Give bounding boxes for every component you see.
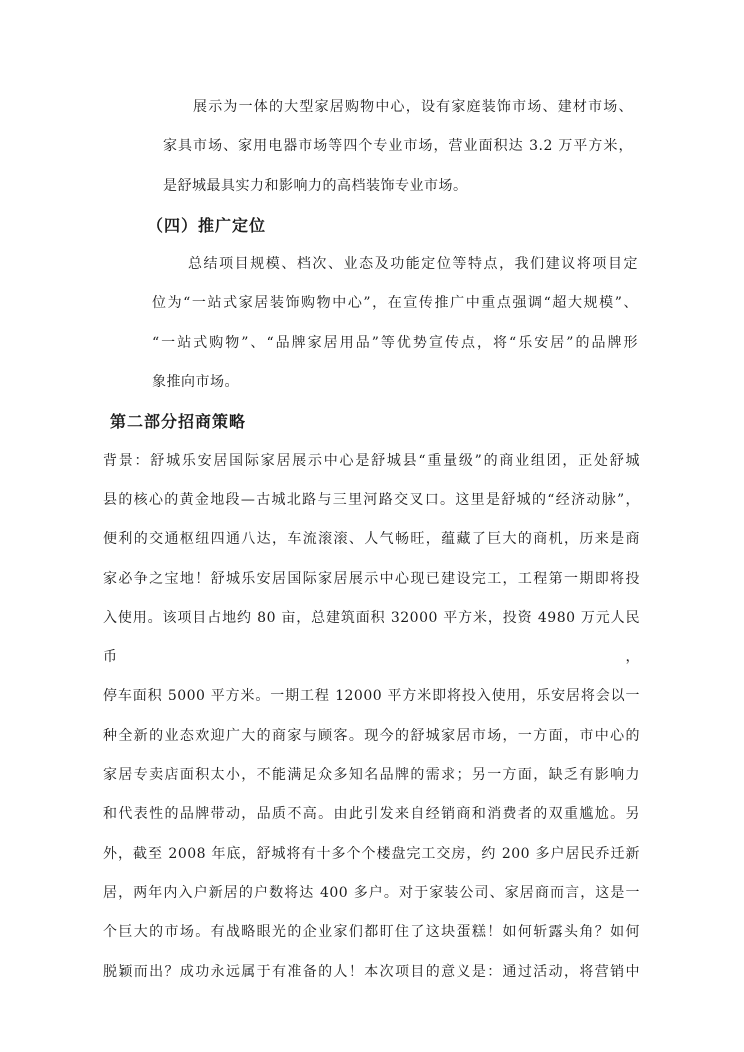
text-line: 象推向市场。	[152, 374, 239, 391]
text-line: 脱颖而出？成功永远属于有准备的人！本次项目的意义是：通过活动，将营销中	[103, 963, 640, 980]
paragraph-market-overview	[163, 88, 633, 206]
text-line: 和代表性的品牌带动，品质不高。由此引发来自经销商和消费者的双重尴尬。另	[103, 806, 640, 823]
text-line: 个巨大的市场。有战略眼光的企业家们都盯住了这块蛋糕！如何斩露头角？如何	[103, 924, 640, 941]
text-line: 县的核心的黄金地段—古城北路与三里河路交叉口。这里是舒城的“经济动脉”，	[103, 491, 640, 508]
text-line: 家具市场、家用电器市场等四个专业市场，营业面积达 3.2 万平方米，	[163, 138, 633, 155]
section-heading-part2-investment-strategy: 第二部分招商策略	[110, 412, 247, 432]
paragraph-project-background	[103, 442, 640, 992]
text-line: 家必争之宝地！舒城乐安居国际家居展示中心现已建设完工，工程第一期即将投	[103, 570, 640, 587]
text-line: 总结项目规模、档次、业态及功能定位等特点，我们建议将项目定	[188, 256, 638, 273]
text-line: 是舒城最具实力和影响力的高档装饰专业市场。	[163, 177, 468, 194]
text-line: 展示为一体的大型家居购物中心，设有家庭装饰市场、建材市场、	[193, 99, 633, 115]
text-line: 外，截至 2008 年底，舒城将有十多个个楼盘完工交房，约 200 多户居民乔迁新	[103, 845, 640, 862]
section-heading-promotion-positioning: （四）推广定位	[147, 215, 267, 235]
text-line: 位为“一站式家居装饰购物中心”，在宣传推广中重点强调“超大规模”、	[152, 295, 638, 312]
text-line: 背景：舒城乐安居国际家居展示中心是舒城县“重量级”的商业组团，正处舒城	[103, 452, 640, 469]
text-line: 家居专卖店面积太小，不能满足众多知名品牌的需求；另一方面，缺乏有影响力	[103, 767, 640, 784]
text-line: 种全新的业态欢迎广大的商家与顾客。现今的舒城家居市场，一方面，市中心的	[103, 727, 640, 744]
text-line: 停车面积 5000 平方米。一期工程 12000 平方米即将投入使用，乐安居将会以一	[103, 688, 640, 705]
text-line: 便利的交通枢纽四通八达，车流滚滚、人气畅旺，蕴藏了巨大的商机，历来是商	[103, 531, 640, 548]
text-line: “一站式购物”、“品牌家居用品”等优势宣传点，将“乐安居”的品牌形	[152, 334, 638, 351]
text-line: 居，两年内入户新居的户数将达 400 多户。对于家装公司、家居商而言，这是一	[103, 884, 640, 901]
paragraph-positioning-proposal	[152, 245, 638, 402]
text-line: 入使用。该项目占地约 80 亩，总建筑面积 32000 平方米，投资 4980 万元人民币，	[103, 609, 640, 666]
